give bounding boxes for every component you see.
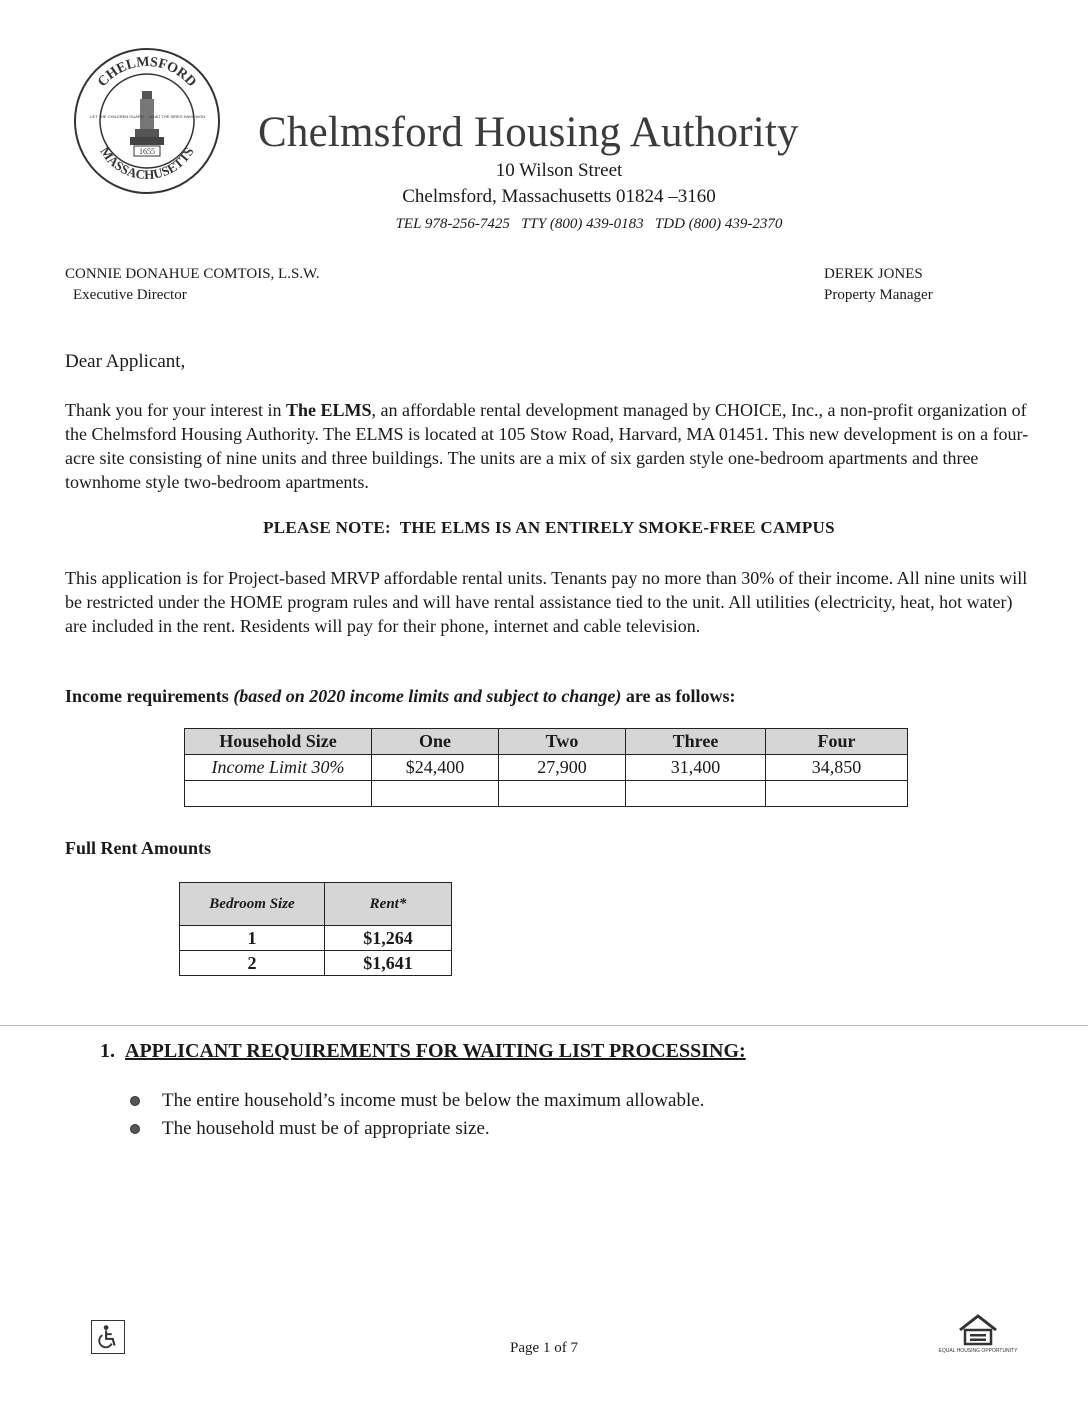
table-cell: 2 (180, 951, 325, 976)
table-cell-empty (626, 781, 766, 807)
table-row (180, 951, 452, 976)
phone-numbers: TEL 978-256-7425 TTY (800) 439-0183 TDD (800) 439-2370 (395, 216, 783, 232)
executive-director-block (65, 264, 320, 306)
seal-bottom-text: MASSACHUSETTS (97, 144, 197, 183)
address-city: Chelmsford, Massachusetts 01824 –3160 (402, 186, 716, 207)
table-header-cell: Rent* (325, 883, 452, 926)
table-cell-empty (372, 781, 499, 807)
income-requirements-heading: Income requirements (based on 2020 income limits and subject to change) are as follows: (65, 686, 736, 706)
list-item: The household must be of appropriate size. (130, 1115, 704, 1143)
page-number: Page 1 of 7 (510, 1340, 578, 1356)
table-header-cell: One (372, 729, 499, 755)
seal-motto-left: LET THE CHILDREN GUARD (90, 114, 144, 119)
table-row (180, 926, 452, 951)
row-label-cell: Income Limit 30% (185, 755, 372, 781)
requirements-list (130, 1087, 704, 1143)
table-row-empty (185, 781, 908, 807)
table-header-cell: Household Size (185, 729, 372, 755)
table-header-cell: Four (766, 729, 908, 755)
program-paragraph: This application is for Project-based MRVP affordable rental units. Tenants pay no more than 30% of their income. All nine units will be restricted under the HOME program rules and will have rental assistance tied to the unit. All utilities (electricity, heat, hot water) are included in the rent. Residents will pay for their phone, internet and cable television. (65, 568, 1028, 636)
rent-amounts-table (179, 882, 452, 976)
equal-housing-label: EQUAL HOUSING OPPORTUNITY (938, 1348, 1018, 1354)
property-manager-block (824, 264, 933, 306)
full-rent-heading: Full Rent Amounts (65, 838, 212, 858)
executive-director-title: Executive Director (73, 287, 187, 303)
property-manager-title: Property Manager (824, 287, 933, 303)
list-item: The entire household’s income must be below the maximum allowable. (130, 1087, 704, 1115)
svg-text:CHELMSFORD (95, 55, 199, 90)
executive-director-name: CONNIE DONAHUE COMTOIS, L.S.W. (65, 266, 320, 282)
table-cell-empty (499, 781, 626, 807)
table-cell: $1,264 (325, 926, 452, 951)
table-header-row (185, 729, 908, 755)
table-cell-empty (766, 781, 908, 807)
bullet-icon (130, 1096, 140, 1106)
table-header-cell: Two (499, 729, 626, 755)
table-cell: 27,900 (499, 755, 626, 781)
section-1-heading (100, 1040, 746, 1063)
greeting: Dear Applicant, (65, 351, 186, 372)
intro-paragraph (65, 398, 1030, 494)
table-row (185, 755, 908, 781)
address-street: 10 Wilson Street (495, 160, 623, 181)
bullet-icon (130, 1124, 140, 1134)
seal-top-text: CHELMSFORD (95, 54, 199, 91)
seal-year: 1655 (139, 147, 155, 156)
equal-housing-icon (938, 1310, 1018, 1358)
property-manager-name: DEREK JONES (824, 266, 923, 282)
section-number: 1. (100, 1040, 115, 1062)
table-cell-empty (185, 781, 372, 807)
development-name: The ELMS (285, 400, 372, 420)
seal-motto-right: WHAT THE SIRES HAVE WON (148, 114, 206, 119)
section-title: APPLICANT REQUIREMENTS FOR WAITING LIST PROCESSING: (125, 1040, 746, 1062)
table-cell: 31,400 (626, 755, 766, 781)
table-header-cell: Bedroom Size (180, 883, 325, 926)
table-cell: $24,400 (372, 755, 499, 781)
table-cell: 34,850 (766, 755, 908, 781)
intro-text-b: , an affordable rental development managed by CHOICE, Inc., a non-profit organization of the Chelmsford Housing Authority. The ELMS is located at 105 Stow Road, Harvard, MA 01451. This new development is on a four-acre site consisting of nine units and three buildings. The units are a mix of six garden style one-bedroom apartments and three townhome style two-bedroom apartments. (65, 400, 1029, 492)
table-header-row (180, 883, 452, 926)
table-header-cell: Three (626, 729, 766, 755)
smoke-free-notice: PLEASE NOTE: THE ELMS IS AN ENTIRELY SMOKE-FREE CAMPUS (263, 518, 835, 537)
income-limits-table (184, 728, 908, 807)
table-cell: $1,641 (325, 951, 452, 976)
table-cell: 1 (180, 926, 325, 951)
organization-name: Chelmsford Housing Authority (258, 109, 799, 156)
page-divider (0, 1025, 1088, 1026)
intro-text-a: Thank you for your interest in (65, 400, 286, 420)
